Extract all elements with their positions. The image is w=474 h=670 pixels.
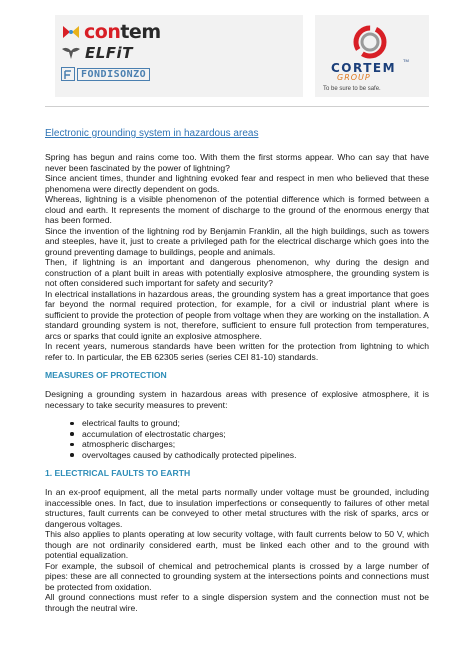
- document-body: [45, 128, 429, 613]
- paragraph-intro-4: Since the invention of the lightning rod by Benjamin Franklin, all the high buildings, such as towers and steeples, have it, just to create a privileged path for the electrical discharge which goes into the ground preventing damage to buildings, people and animals.: [45, 225, 429, 257]
- measures-intro: Designing a grounding system in hazardous areas with presence of explosive atmosphere, it is necessary to take security measures to prevent:: [45, 389, 429, 410]
- fondisonzo-logo-text: FONDISONZO: [77, 68, 150, 81]
- cortem-wordmark: CORTEM: [331, 61, 397, 75]
- section-1-paragraph-4: All ground connections must refer to a single dispersion system and the connection must not be through the neutral wire.: [45, 592, 429, 613]
- contem-logo: [61, 21, 161, 43]
- cortem-group-wordmark: GROUP: [337, 73, 371, 82]
- paragraph-intro-2: Since ancient times, thunder and lightning evoked fear and respect in men who believed that these phenomena were directly dependent on gods.: [45, 173, 429, 194]
- measures-list: [45, 418, 429, 460]
- document-header: [55, 15, 429, 97]
- section-1-paragraph-2: This also applies to plants operating at low security voltage, with fault currents below to 50 V, which though are not ordinarily considered earth, must be linked each other and to the ground with potential equalization.: [45, 529, 429, 560]
- paragraph-intro-6: In electrical installations in hazardous areas, the grounding system has a great importance that goes far beyond the normal required protection, for example, for a civil or industrial plant where is sufficient to provide the protection of people from voltage when they are working on the installation. A standard grounding system is not, therefore, sufficient to ensure full protection from temperatures, arcs or sparks that could ignite an explosive atmosphere.: [45, 288, 429, 341]
- partner-logos-panel: [55, 15, 303, 97]
- cortem-trademark: TM: [403, 58, 409, 63]
- paragraph-intro-3: Whereas, lightning is a visible phenomenon of the potential difference which is formed between a cloud and earth. It represents the moment of discharge to the ground of the enormous energy that has been formed.: [45, 194, 429, 225]
- contem-logo-text-a: con: [84, 21, 121, 43]
- paragraph-intro-1: Spring has begun and rains come too. With them the first storms appear. Who can say that have never been fascinated by the power of lightning?: [45, 152, 429, 173]
- measures-heading: MEASURES OF PROTECTION: [45, 370, 167, 380]
- section-1-heading: 1. ELECTRICAL FAULTS TO EARTH: [45, 468, 191, 478]
- section-1-paragraph-1: In an ex-proof equipment, all the metal parts normally under voltage must be grounded, including inaccessible ones. In fact, due to insulation imperfections or consequently to failures of other metal structures, fault currents can be conveyed to other metal structures with the risk of sparks, arcs or dangerous voltages.: [45, 487, 429, 529]
- list-item: electrical faults to ground;: [82, 418, 429, 429]
- header-divider: [45, 106, 429, 107]
- list-item: atmospheric discharges;: [82, 439, 429, 450]
- fondisonzo-logo: [61, 67, 150, 81]
- cortem-tagline: To be sure to be safe.: [323, 86, 381, 92]
- cortem-group-logo: [315, 15, 429, 97]
- list-item: overvoltages caused by cathodically protected pipelines.: [82, 450, 429, 461]
- elfit-wing-icon: [61, 46, 81, 60]
- fondisonzo-mark-icon: [61, 67, 75, 81]
- cortem-ring-icon: [351, 23, 389, 61]
- paragraph-intro-5: Then, if lightning is an important and dangerous phenomenon, why during the design and construction of a plant built in areas with potentially explosive atmosphere, the grounding system is not often considered such important for safety and security?: [45, 257, 429, 288]
- document-title[interactable]: Electronic grounding system in hazardous areas: [45, 128, 259, 139]
- elfit-logo-text: ELFiT: [85, 44, 133, 62]
- contem-logo-text-b: tem: [120, 21, 161, 43]
- elfit-logo: [61, 44, 133, 62]
- paragraph-intro-7: In recent years, numerous standards have been written for the protection from lightning to which refer to. In particular, the EB 62305 series (series CEI 81-10) standards.: [45, 341, 429, 362]
- list-item: accumulation of electrostatic charges;: [82, 429, 429, 440]
- section-1-paragraph-3: For example, the subsoil of chemical and petrochemical plants is crossed by a large number of pipes: these are all connected to grounding system at the intersections points and connections must be protected from oxidation.: [45, 560, 429, 592]
- contem-mark-icon: [61, 24, 81, 40]
